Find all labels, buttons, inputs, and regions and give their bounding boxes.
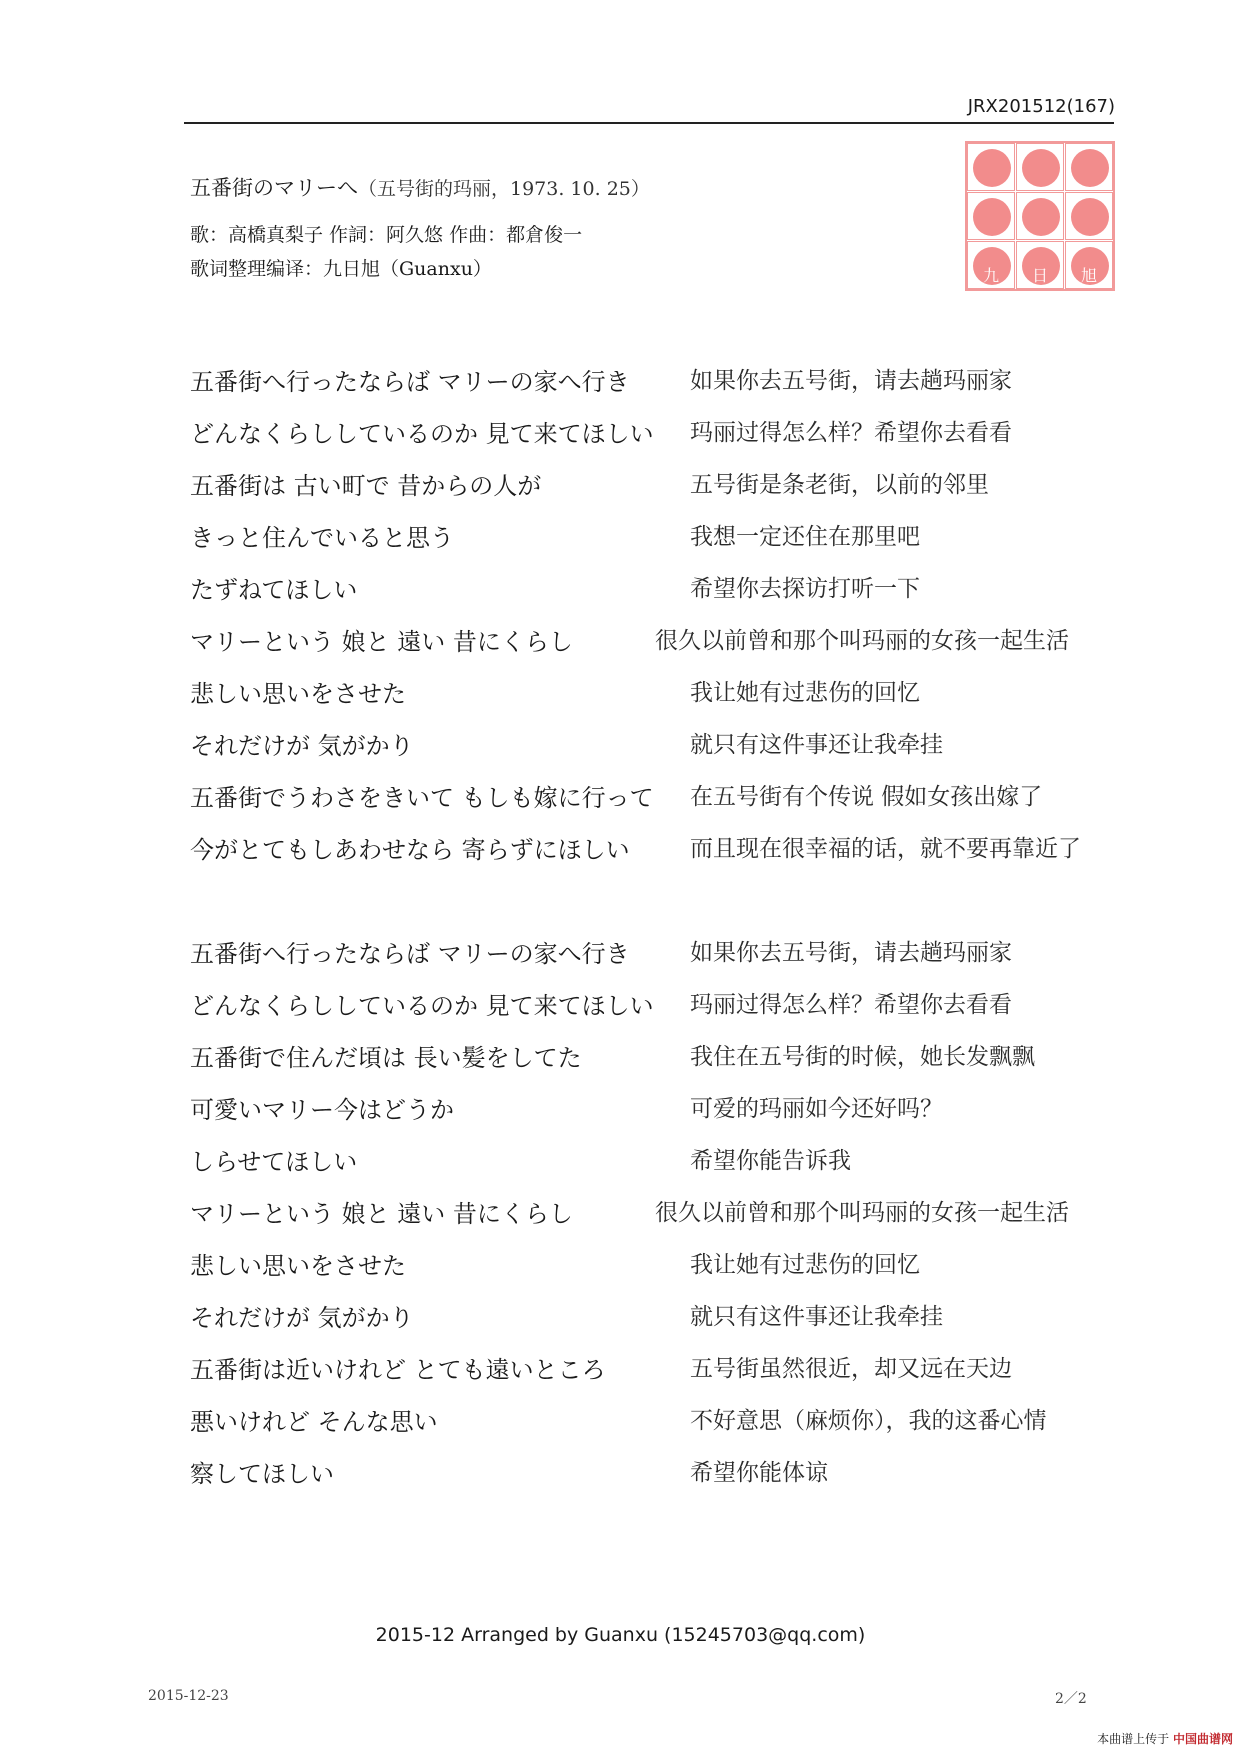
document-id: JRX201512(167)	[967, 96, 1115, 117]
chinese-translation: 五号街虽然很近，却又远在天边	[690, 1356, 1012, 1382]
japanese-lyric: 悲しい思いをさせた	[190, 1252, 406, 1280]
lyric-line	[0, 1232, 1241, 1284]
upload-text: 本曲谱上传于	[1097, 1732, 1170, 1746]
japanese-lyric: きっと住んでいると思う	[190, 524, 454, 552]
header-rule	[184, 122, 1114, 124]
chinese-translation: 就只有这件事还让我牵挂	[690, 1304, 943, 1330]
chinese-translation: 在五号街有个传说 假如女孩出嫁了	[690, 784, 1043, 810]
chinese-translation: 不好意思（麻烦你），我的这番心情	[690, 1408, 1047, 1434]
song-title: 五番街のマリーへ	[190, 176, 358, 200]
japanese-lyric: マリーという 娘と 遠い 昔にくらし	[190, 628, 573, 656]
upload-credit	[1097, 1730, 1233, 1747]
chinese-translation: 我想一定还住在那里吧	[690, 524, 920, 550]
lyric-line	[0, 504, 1241, 556]
japanese-lyric: 五番街で住んだ頃は 長い髪をしてた	[190, 1044, 582, 1072]
japanese-lyric: 五番街は近いけれど とても遠いところ	[190, 1356, 606, 1384]
japanese-lyric: しらせてほしい	[190, 1148, 358, 1176]
lyric-line	[0, 920, 1241, 972]
seal-cell	[1065, 143, 1113, 191]
lyric-line	[0, 972, 1241, 1024]
chinese-translation: 如果你去五号街，请去趟玛丽家	[690, 368, 1012, 394]
seal-cell	[967, 192, 1015, 240]
japanese-lyric: それだけが 気がかり	[190, 1304, 414, 1332]
lyric-line	[0, 1440, 1241, 1492]
lyric-line	[0, 1076, 1241, 1128]
arranger-footer: 2015-12 Arranged by Guanxu (15245703@qq.com)	[375, 1624, 866, 1646]
chinese-translation: 我住在五号街的时候，她长发飘飘	[690, 1044, 1035, 1070]
chinese-translation: 希望你去探访打听一下	[690, 576, 920, 602]
seal-stamp	[965, 141, 1115, 291]
chinese-translation: 可爱的玛丽如今还好吗？	[690, 1096, 943, 1122]
japanese-lyric: どんなくらししているのか 見て来てほしい	[190, 420, 654, 448]
page-number: 2／2	[1055, 1691, 1087, 1707]
chinese-translation: 而且现在很幸福的话，就不要再靠近了	[690, 836, 1081, 862]
japanese-lyric: どんなくらししているのか 見て来てほしい	[190, 992, 654, 1020]
seal-cell	[967, 143, 1015, 191]
chinese-translation: 就只有这件事还让我牵挂	[690, 732, 943, 758]
song-credits: 歌：高橋真梨子 作詞：阿久悠 作曲：都倉俊一	[190, 224, 583, 246]
chinese-translation: 如果你去五号街，请去趟玛丽家	[690, 940, 1012, 966]
lyric-line	[0, 764, 1241, 816]
japanese-lyric: 五番街へ行ったならば マリーの家へ行き	[190, 368, 630, 396]
japanese-lyric: 可愛いマリー今はどうか	[190, 1096, 454, 1124]
japanese-lyric: 五番街は 古い町で 昔からの人が	[190, 472, 542, 500]
japanese-lyric: 五番街でうわさをきいて もしも嫁に行って	[190, 784, 654, 812]
song-title-line	[190, 172, 650, 202]
lyric-line	[0, 1284, 1241, 1336]
chinese-translation: 希望你能体谅	[690, 1460, 828, 1486]
chinese-translation: 玛丽过得怎么样？希望你去看看	[690, 420, 1012, 446]
japanese-lyric: 悲しい思いをさせた	[190, 680, 406, 708]
chinese-translation: 我让她有过悲伤的回忆	[690, 680, 920, 706]
document-date: 2015-12-23	[148, 1688, 229, 1704]
seal-cell: 九	[967, 241, 1015, 289]
editor-credit: 歌词整理编译：九日旭（Guanxu）	[190, 258, 492, 280]
japanese-lyric: マリーという 娘と 遠い 昔にくらし	[190, 1200, 573, 1228]
site-brand[interactable]: 中国曲谱网	[1172, 1732, 1233, 1746]
lyric-line	[0, 660, 1241, 712]
japanese-lyric: 五番街へ行ったならば マリーの家へ行き	[190, 940, 630, 968]
japanese-lyric: 今がとてもしあわせなら 寄らずにほしい	[190, 836, 630, 864]
lyric-line	[0, 1128, 1241, 1180]
chinese-translation: 我让她有过悲伤的回忆	[690, 1252, 920, 1278]
japanese-lyric: 察してほしい	[190, 1460, 334, 1488]
chinese-translation: 很久以前曾和那个叫玛丽的女孩一起生活	[655, 628, 1069, 654]
japanese-lyric: それだけが 気がかり	[190, 732, 414, 760]
lyric-line	[0, 608, 1241, 660]
chinese-translation: 玛丽过得怎么样？希望你去看看	[690, 992, 1012, 1018]
lyric-line	[0, 1388, 1241, 1440]
song-title-translation: （五号街的玛丽，1973. 10. 25）	[358, 178, 650, 200]
chinese-translation: 五号街是条老街，以前的邻里	[690, 472, 989, 498]
japanese-lyric: 悪いけれど そんな思い	[190, 1408, 438, 1436]
lyric-line	[0, 712, 1241, 764]
lyric-line	[0, 1336, 1241, 1388]
seal-cell	[1016, 192, 1064, 240]
lyric-line	[0, 1024, 1241, 1076]
seal-cell: 旭	[1065, 241, 1113, 289]
seal-cell	[1016, 143, 1064, 191]
seal-cell: 日	[1016, 241, 1064, 289]
lyric-line	[0, 556, 1241, 608]
chinese-translation: 很久以前曾和那个叫玛丽的女孩一起生活	[655, 1200, 1069, 1226]
lyric-line	[0, 348, 1241, 400]
seal-cell	[1065, 192, 1113, 240]
lyric-line	[0, 400, 1241, 452]
lyric-line	[0, 816, 1241, 868]
chinese-translation: 希望你能告诉我	[690, 1148, 851, 1174]
japanese-lyric: たずねてほしい	[190, 576, 358, 604]
lyric-line	[0, 1180, 1241, 1232]
lyric-line	[0, 452, 1241, 504]
